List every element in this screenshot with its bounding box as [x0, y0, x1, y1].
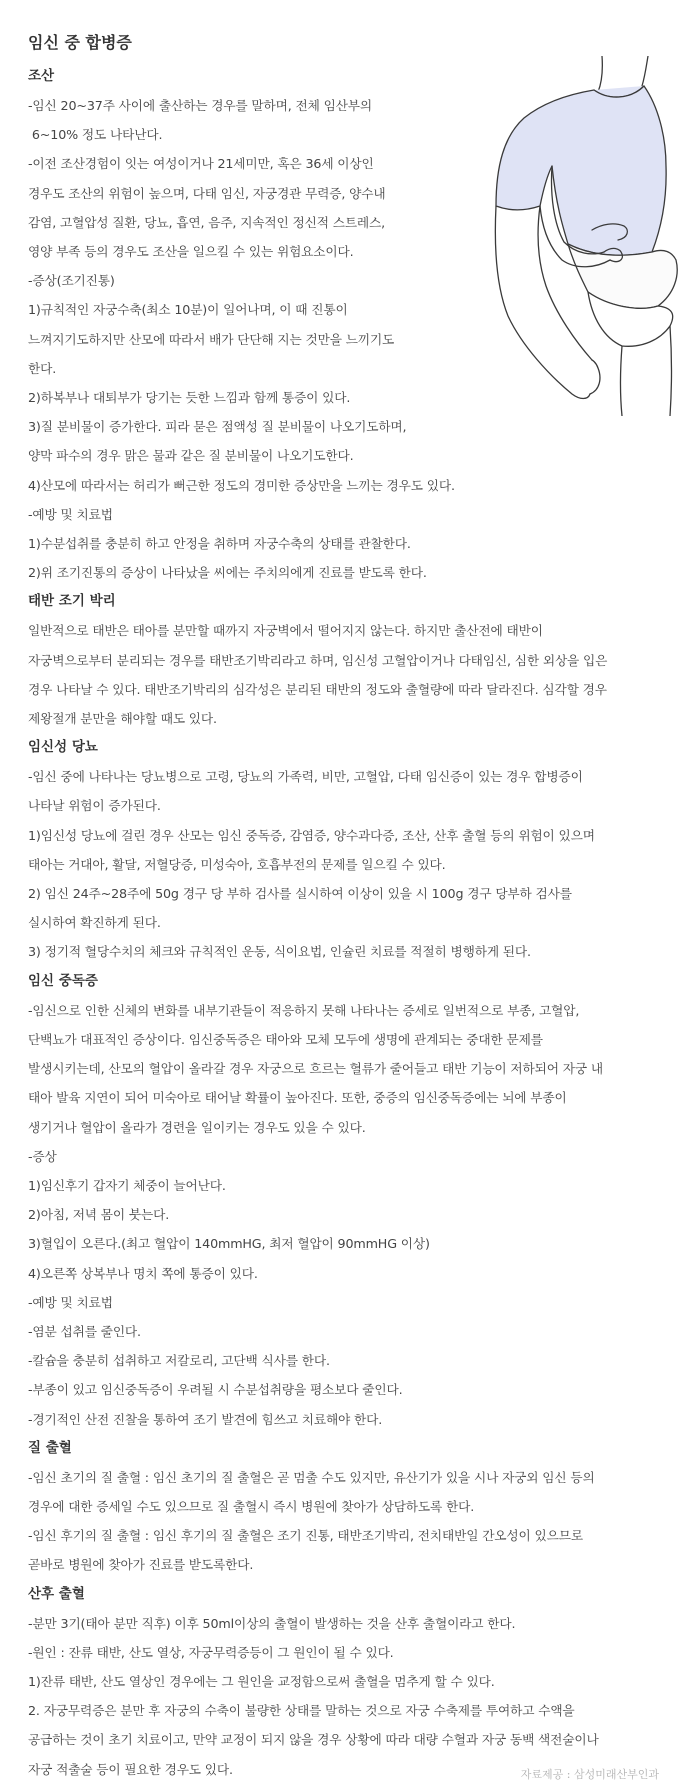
- text-line: -임신으로 인한 신체의 변화를 내부기관들이 적응하지 못해 나타나는 증세로 일번적으로 부종, 고혈압,: [28, 1002, 580, 1018]
- section-heading-preterm-birth: 조산: [28, 68, 55, 84]
- text-line: 2)아침, 저녁 몸이 붓는다.: [28, 1207, 170, 1223]
- text-line: 실시하여 확진하게 된다.: [28, 915, 161, 931]
- text-line: 영양 부족 등의 경우도 조산을 일으킬 수 있는 위험요소이다.: [28, 244, 354, 260]
- text-line: 1)수분섭취를 충분히 하고 안정을 취하며 자궁수축의 상태를 관찰한다.: [28, 536, 411, 552]
- article-body: [28, 62, 673, 1784]
- section-heading-postpartum-hemorrhage: 산후 출혈: [28, 1585, 85, 1602]
- text-line: 자궁벽으로부터 분리되는 경우를 태반조기박리라고 하며, 임신성 고혈압이거나 다태임신, 심한 외상을 입은: [28, 652, 608, 668]
- text-line: 2) 임신 24주~28주에 50g 경구 당 부하 검사를 실시하여 이상이 있을 시 100g 경구 당부하 검사를: [28, 886, 572, 902]
- section-heading-preeclampsia: 임신 중독증: [28, 972, 98, 989]
- text-line: 한다.: [28, 360, 57, 376]
- text-line: 감염, 고혈압성 질환, 당뇨, 흡연, 음주, 지속적인 정신적 스트레스,: [28, 214, 386, 230]
- text-line: 태아는 거대아, 활달, 저혈당증, 미성숙아, 호흡부전의 문제를 일으킬 수 있다.: [28, 856, 446, 872]
- text-line: -원인 : 잔류 태반, 산도 열상, 자궁무력증등이 그 원인이 될 수 있다.: [28, 1644, 394, 1660]
- text-line: 태아 발육 지연이 되어 미숙아로 태어날 확률이 높아진다. 또한, 중증의 임신중독증에는 뇌에 부종이: [28, 1090, 567, 1106]
- text-line: -칼슘을 충분히 섭취하고 저칼로리, 고단백 식사를 한다.: [28, 1353, 330, 1369]
- text-line: -임신 중에 나타나는 당뇨병으로 고령, 당뇨의 가족력, 비만, 고혈압, 다태 임신증이 있는 경우 합병증이: [28, 769, 583, 785]
- text-line: 3)혈입이 오른다.(최고 혈압이 140mmHG, 최저 혈압이 90mmHG 이상): [28, 1236, 430, 1252]
- text-line: -임신 20~37주 사이에 출산하는 경우를 말하며, 전체 임산부의: [28, 98, 372, 113]
- text-line: 양막 파수의 경우 맑은 물과 같은 질 분비물이 나오기도한다.: [28, 448, 354, 464]
- text-line: 느껴지기도하지만 산모에 따라서 배가 단단해 지는 것만을 느끼기도: [28, 331, 395, 347]
- text-line: 경우도 조산의 위험이 높으며, 다태 임신, 자궁경관 무력증, 양수내: [28, 185, 386, 201]
- text-line: 2)하복부나 대퇴부가 당기는 듯한 느낌과 함께 통증이 있다.: [28, 390, 351, 406]
- text-line: 1)규칙적인 자궁수축(최소 10분)이 일어나며, 이 때 진통이: [28, 302, 348, 318]
- text-line: -임신 초기의 질 출혈 : 임신 초기의 질 출혈은 곧 멈출 수도 있지만, 유산기가 있을 시나 자궁외 임신 등의: [28, 1469, 595, 1485]
- text-line: -이전 조산경험이 잇는 여성이거나 21세미만, 혹은 36세 이상인: [28, 156, 374, 172]
- text-line: -예방 및 치료법: [28, 1294, 113, 1310]
- text-line: 단백뇨가 대표적인 증상이다. 임신중독증은 태아와 모체 모두에 생명에 관계되는 중대한 문제를: [28, 1031, 543, 1047]
- text-line: -부종이 있고 임신중독증이 우려될 시 수분섭취량을 평소보다 줄인다.: [28, 1382, 403, 1398]
- text-line: 경우에 대한 증세일 수도 있으므로 질 출혈시 즉시 병원에 찾아가 상담하도록 한다.: [28, 1498, 475, 1514]
- text-line: -임신 후기의 질 출혈 : 임신 후기의 질 출혈은 조기 진통, 태반조기박리, 전치태반일 간오성이 있으므로: [28, 1528, 583, 1544]
- section-heading-placental-abruption: 태반 조기 박리: [28, 593, 116, 610]
- text-line: -경기적인 산전 진찰을 통하여 조기 발견에 힘쓰고 치료해야 한다.: [28, 1411, 383, 1427]
- text-line: 4)오른쪽 상복부나 명치 쪽에 통증이 있다.: [28, 1265, 258, 1281]
- text-line: 일반적으로 태반은 태아를 분만할 때까지 자궁벽에서 떨어지지 않는다. 하지만 출산전에 태반이: [28, 623, 543, 639]
- page-title: 임신 중 합병증: [28, 33, 132, 52]
- text-line: 2. 자궁무력증은 분만 후 자궁의 수축이 불량한 상태를 말하는 것으로 자궁 수축제를 투여하고 수액을: [28, 1703, 575, 1719]
- section-heading-vaginal-bleeding: 질 출혈: [28, 1439, 72, 1456]
- text-line: 제왕절개 분만을 해야할 때도 있다.: [28, 711, 217, 727]
- text-line: 나타날 위험이 증가된다.: [28, 798, 161, 814]
- text-line: -예방 및 치료법: [28, 506, 113, 522]
- text-line: -염분 섭취를 줄인다.: [28, 1323, 141, 1339]
- text-line: 공급하는 것이 초기 치료이고, 만약 교정이 되지 않을 경우 상황에 따라 대량 수혈과 자궁 동백 색전술이나: [28, 1732, 599, 1748]
- text-line: 자궁 적출술 등이 필요한 경우도 있다.: [28, 1761, 233, 1777]
- text-line: 4)산모에 따라서는 허리가 뻐근한 정도의 경미한 증상만을 느끼는 경우도 있다.: [28, 477, 455, 493]
- text-line: 발생시키는데, 산모의 혈압이 올라갈 경우 자궁으로 흐르는 혈류가 줄어들고 태반 기능이 저하되어 자궁 내: [28, 1061, 603, 1077]
- text-line: -증상(조기진통): [28, 273, 115, 289]
- text-line: 2)위 조기진통의 증상이 나타났을 씨에는 주치의에게 진료를 받도록 한다.: [28, 565, 427, 581]
- source-credit: 자료제공 : 삼성미래산부인과: [520, 1768, 659, 1781]
- text-line: 1)잔류 태반, 산도 열상인 경우에는 그 원인을 교정함으로써 출혈을 멈추게 할 수 있다.: [28, 1673, 495, 1689]
- section-heading-gestational-diabetes: 임신성 당뇨: [28, 739, 98, 756]
- text-line: 3)질 분비물이 증가한다. 피라 묻은 점액성 질 분비물이 나오기도하며,: [28, 419, 407, 435]
- text-line: 생기거나 혈압이 올라가 경련을 일이키는 경우도 있을 수 있다.: [28, 1119, 366, 1135]
- text-line: 3) 정기적 혈당수치의 체크와 규칙적인 운동, 식이요법, 인슐린 치료를 적절히 병행하게 된다.: [28, 944, 531, 960]
- text-line: 1)임신후기 갑자기 체중이 늘어난다.: [28, 1177, 226, 1193]
- text-line: 곧바로 병원에 찾아가 진료를 받도록한다.: [28, 1557, 254, 1573]
- text-line: 6~10% 정도 나타난다.: [28, 127, 163, 143]
- text-line: -증상: [28, 1148, 57, 1164]
- text-line: -분만 3기(태아 분만 직후) 이후 50ml이상의 출혈이 발생하는 것을 산후 출혈이라고 한다.: [28, 1615, 516, 1631]
- text-line: 경우 나타날 수 있다. 태반조기박리의 심각성은 분리된 태반의 정도와 출혈량에 따라 달라진다. 심각할 경우: [28, 681, 607, 697]
- text-line: 1)임신성 당뇨에 걸린 경우 산모는 임신 중독증, 감염증, 양수과다증, 조산, 산후 출혈 등의 위험이 있으며: [28, 827, 595, 843]
